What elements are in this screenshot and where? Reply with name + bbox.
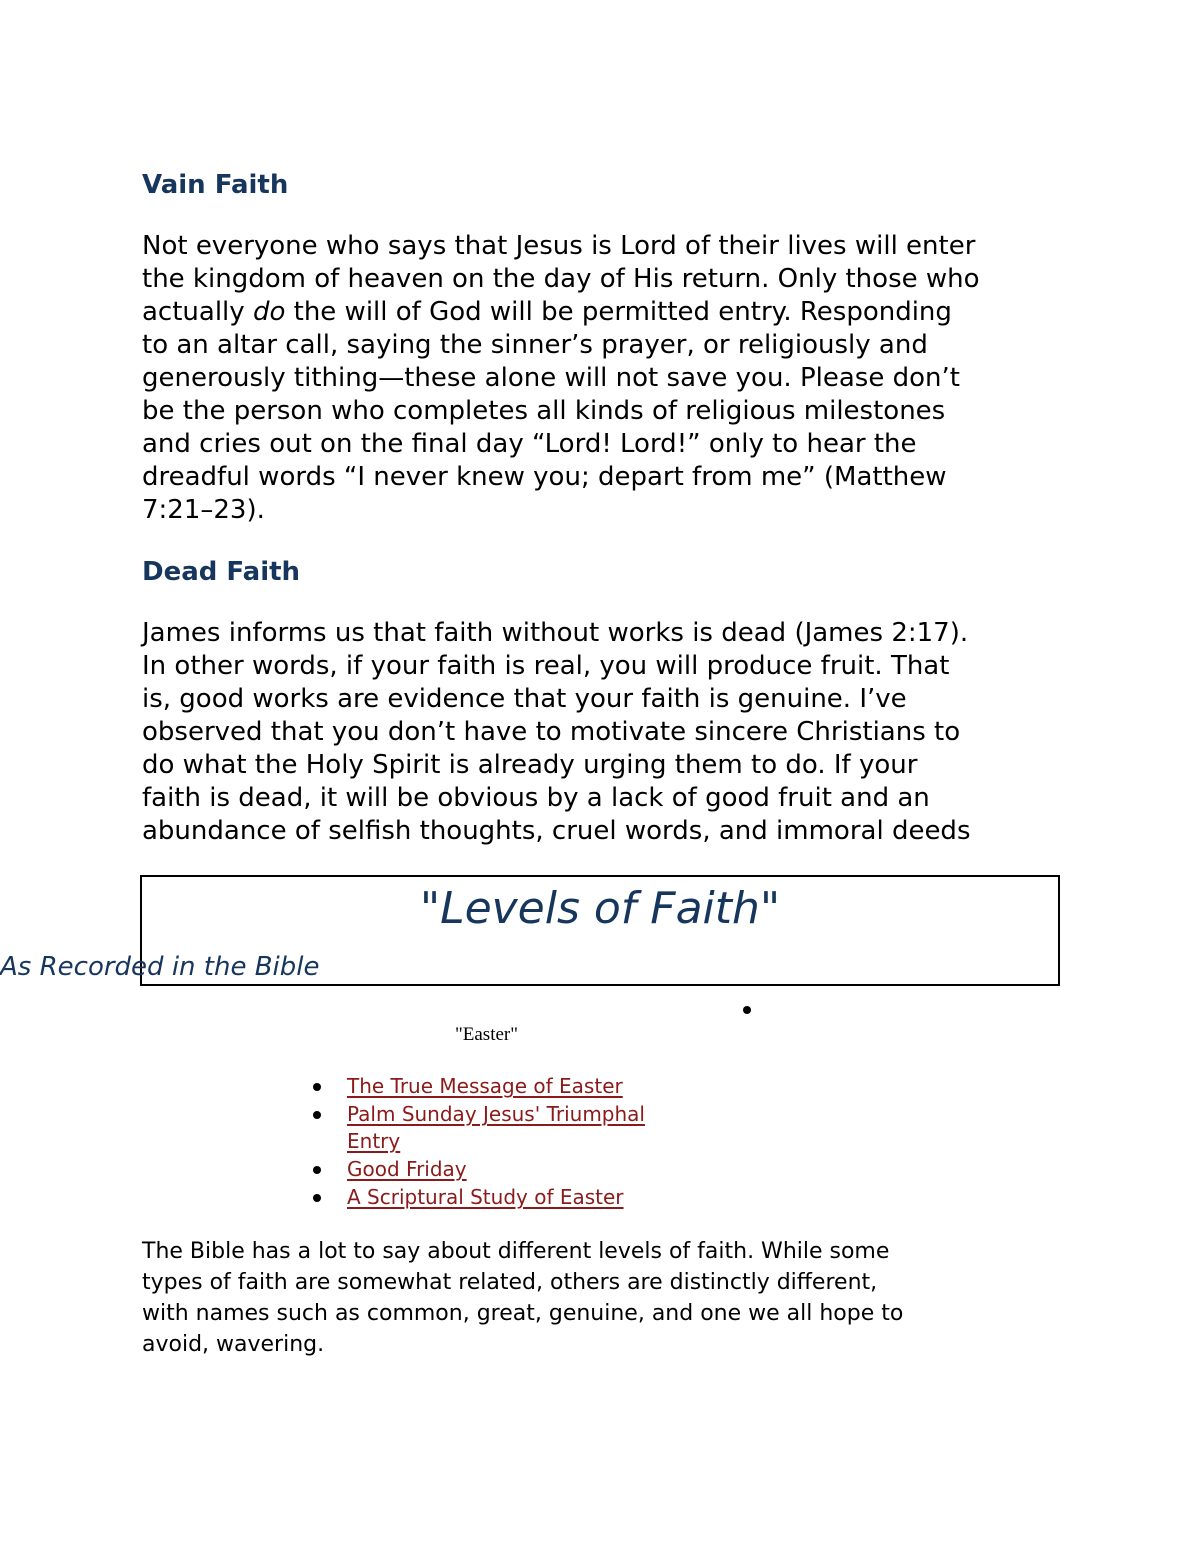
- paragraph-line: dreadful words “I never knew you; depart from me” (Matthew: [142, 462, 947, 492]
- bullet-icon: [313, 1194, 321, 1202]
- banner-title-text: Levels of Faith: [440, 883, 760, 934]
- quote-close: ": [759, 883, 781, 934]
- paragraph-line: generously tithing—these alone will not save you. Please don’t: [142, 363, 960, 393]
- paragraph-line: to an altar call, saying the sinner’s prayer, or religiously and: [142, 330, 928, 360]
- paragraph-line: The Bible has a lot to say about different levels of faith. While some: [142, 1239, 890, 1264]
- paragraph-line: is, good works are evidence that your faith is genuine. I’ve: [142, 684, 907, 714]
- list-item: [310, 1101, 730, 1155]
- paragraph-line: avoid, wavering.: [142, 1332, 325, 1357]
- paragraph-line: observed that you don’t have to motivate sincere Christians to: [142, 717, 961, 747]
- link-text: Palm Sunday Jesus' Triumphal: [347, 1102, 645, 1126]
- banner-title: [142, 883, 1058, 935]
- list-item: [310, 1156, 730, 1183]
- paragraph-line: do what the Holy Spirit is already urging them to do. If your: [142, 750, 918, 780]
- closing-paragraph: [142, 1236, 1072, 1360]
- bullet-icon: [313, 1166, 321, 1174]
- bullet-icon: [313, 1111, 321, 1119]
- paragraph-line: [142, 296, 1072, 329]
- section-heading-vain-faith: Vain Faith: [142, 170, 289, 200]
- paragraph-line: 7:21–23).: [142, 495, 265, 525]
- paragraph-line: In other words, if your faith is real, you will produce fruit. That: [142, 651, 950, 681]
- easter-label: "Easter": [455, 1024, 518, 1045]
- link-true-message-of-easter[interactable]: [347, 1073, 730, 1100]
- link-good-friday[interactable]: [347, 1156, 730, 1183]
- emphasis-do: do: [252, 297, 286, 327]
- paragraph-line: James informs us that faith without works is dead (James 2:17).: [142, 618, 969, 648]
- banner-subtitle: As Recorded in the Bible: [0, 952, 320, 982]
- list-item: [310, 1073, 730, 1100]
- list-item: [310, 1184, 730, 1211]
- paragraph-line: Not everyone who says that Jesus is Lord of their lives will enter: [142, 231, 976, 261]
- link-scriptural-study-of-easter[interactable]: [347, 1184, 730, 1211]
- link-text: Entry: [347, 1129, 401, 1153]
- paragraph-line: types of faith are somewhat related, others are distinctly different,: [142, 1270, 878, 1295]
- line-rest: the will of God will be permitted entry. Responding: [293, 297, 952, 327]
- link-text: The True Message of Easter: [347, 1074, 623, 1098]
- paragraph-line: and cries out on the final day “Lord! Lord!” only to hear the: [142, 429, 917, 459]
- section-heading-dead-faith: Dead Faith: [142, 557, 301, 587]
- bullet-icon: [313, 1083, 321, 1091]
- paragraph-line: abundance of selfish thoughts, cruel words, and immoral deeds: [142, 816, 971, 846]
- paragraph-line: faith is dead, it will be obvious by a lack of good fruit and an: [142, 783, 930, 813]
- dead-faith-paragraph: [142, 617, 1072, 848]
- easter-links-list: [310, 1073, 730, 1212]
- vain-faith-paragraph: [142, 230, 1072, 527]
- line-prefix: actually: [142, 297, 253, 327]
- quote-open: ": [419, 883, 441, 934]
- paragraph-line: be the person who completes all kinds of religious milestones: [142, 396, 946, 426]
- link-text: A Scriptural Study of Easter: [347, 1185, 624, 1209]
- link-text: Good Friday: [347, 1157, 467, 1181]
- paragraph-line: the kingdom of heaven on the day of His return. Only those who: [142, 264, 980, 294]
- paragraph-line: with names such as common, great, genuine, and one we all hope to: [142, 1301, 904, 1326]
- link-palm-sunday[interactable]: [347, 1101, 730, 1155]
- bullet-icon: [743, 1006, 751, 1014]
